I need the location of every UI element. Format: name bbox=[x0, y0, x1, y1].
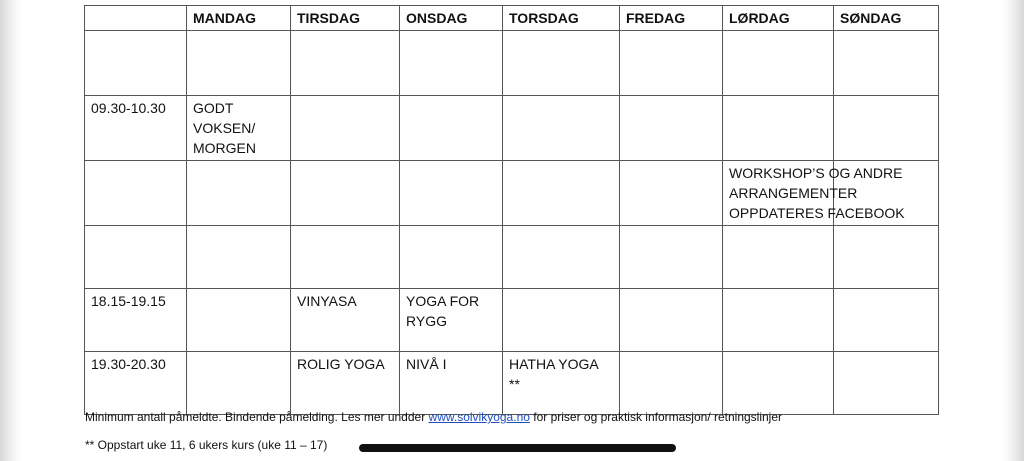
home-indicator-bar[interactable] bbox=[359, 444, 676, 452]
schedule-cell bbox=[291, 31, 400, 96]
footnote-line-1 bbox=[85, 410, 782, 424]
schedule-cell: GODT VOKSEN/ MORGEN bbox=[187, 96, 291, 161]
schedule-cell bbox=[723, 96, 834, 161]
schedule-table bbox=[84, 5, 939, 415]
schedule-cell bbox=[291, 96, 400, 161]
schedule-cell bbox=[620, 226, 723, 289]
schedule-cell bbox=[620, 96, 723, 161]
time-cell: 19.30-20.30 bbox=[85, 352, 187, 415]
schedule-cell bbox=[834, 352, 939, 415]
header-torsdag: TORSDAG bbox=[503, 6, 620, 31]
table-row bbox=[85, 289, 939, 352]
schedule-cell bbox=[291, 226, 400, 289]
footnote-text-before: Minimum antall påmeldte. Bindende påmelding. Les mer undder bbox=[85, 410, 429, 424]
schedule-cell bbox=[187, 161, 291, 226]
schedule-cell bbox=[400, 31, 503, 96]
schedule-cell bbox=[834, 96, 939, 161]
schedule-cell: VINYASA bbox=[291, 289, 400, 352]
schedule-cell: WORKSHOP’S OG ANDRE ARRANGEMENTER OPPDATERES FACEBOOK bbox=[723, 161, 834, 226]
schedule-cell bbox=[503, 226, 620, 289]
header-sondag: SØNDAG bbox=[834, 6, 939, 31]
header-row bbox=[85, 6, 939, 31]
schedule-cell bbox=[834, 31, 939, 96]
schedule-cell bbox=[400, 96, 503, 161]
table-row bbox=[85, 161, 939, 226]
schedule-cell bbox=[834, 226, 939, 289]
schedule-cell bbox=[187, 289, 291, 352]
header-time bbox=[85, 6, 187, 31]
header-lordag: LØRDAG bbox=[723, 6, 834, 31]
table-row bbox=[85, 352, 939, 415]
schedule-cell bbox=[723, 352, 834, 415]
schedule-cell: NIVÅ I bbox=[400, 352, 503, 415]
time-cell bbox=[85, 31, 187, 96]
header-fredag: FREDAG bbox=[620, 6, 723, 31]
schedule-cell bbox=[503, 289, 620, 352]
time-cell: 18.15-19.15 bbox=[85, 289, 187, 352]
website-link[interactable]: www.solvikyoga.no bbox=[428, 410, 530, 424]
time-cell: 09.30-10.30 bbox=[85, 96, 187, 161]
schedule-cell bbox=[400, 226, 503, 289]
schedule-cell bbox=[400, 161, 503, 226]
table-row bbox=[85, 31, 939, 96]
schedule-cell bbox=[834, 289, 939, 352]
table-row bbox=[85, 226, 939, 289]
schedule-cell bbox=[187, 31, 291, 96]
schedule-cell bbox=[620, 352, 723, 415]
schedule-cell: HATHA YOGA ** bbox=[503, 352, 620, 415]
schedule-cell bbox=[503, 96, 620, 161]
schedule-cell bbox=[723, 31, 834, 96]
schedule-cell bbox=[187, 226, 291, 289]
header-tirsdag: TIRSDAG bbox=[291, 6, 400, 31]
time-cell bbox=[85, 226, 187, 289]
schedule-cell bbox=[291, 161, 400, 226]
schedule-cell bbox=[187, 352, 291, 415]
schedule-cell bbox=[620, 31, 723, 96]
schedule-cell bbox=[620, 161, 723, 226]
table-row bbox=[85, 96, 939, 161]
schedule-cell bbox=[723, 226, 834, 289]
page-edge-shadow-right bbox=[1002, 0, 1024, 461]
schedule-cell bbox=[503, 161, 620, 226]
page-edge-shadow-left bbox=[0, 0, 22, 461]
schedule-cell bbox=[620, 289, 723, 352]
footnote-text-after: for priser og praktisk informasjon/ retningslinjer bbox=[529, 410, 783, 424]
schedule-cell bbox=[723, 289, 834, 352]
header-onsdag: ONSDAG bbox=[400, 6, 503, 31]
schedule-cell bbox=[503, 31, 620, 96]
header-mandag: MANDAG bbox=[187, 6, 291, 31]
schedule-cell: ROLIG YOGA bbox=[291, 352, 400, 415]
footnote-line-2: ** Oppstart uke 11, 6 ukers kurs (uke 11 – 17) bbox=[85, 438, 328, 452]
schedule-cell: YOGA FOR RYGG bbox=[400, 289, 503, 352]
time-cell bbox=[85, 161, 187, 226]
